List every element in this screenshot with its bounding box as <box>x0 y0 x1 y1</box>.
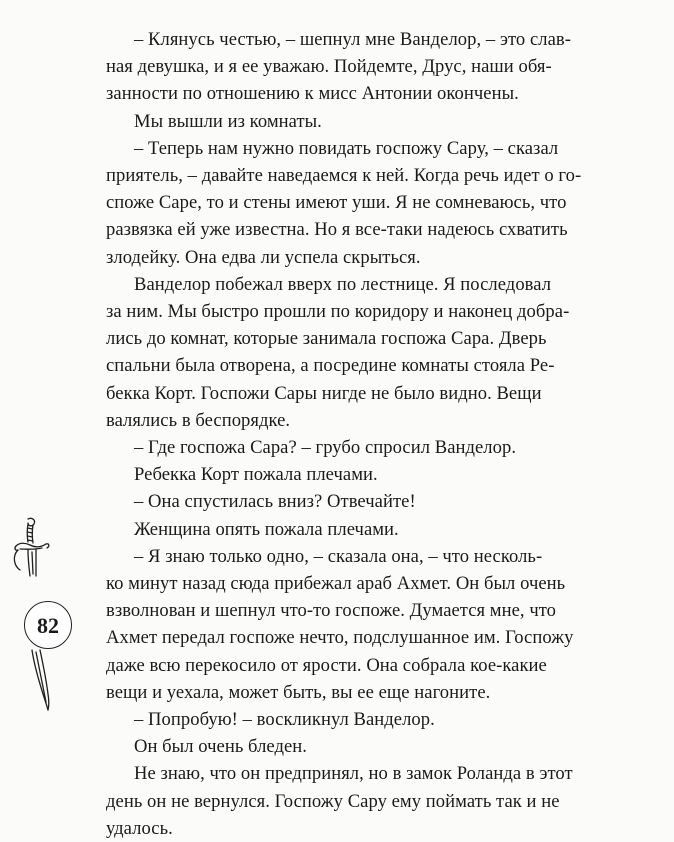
text-line: день он не вернулся. Госпожу Сару ему поймать так и не <box>106 790 560 812</box>
text-line: злодейку. Она едва ли успела скрыться. <box>106 246 421 268</box>
text-line: вещи и уехала, может быть, вы ее еще нагоните. <box>106 681 491 703</box>
page-number: 82 <box>24 601 72 649</box>
text-line: – Я знаю только одно, – сказала она, – что несколь- <box>134 545 543 567</box>
text-line: – Где госпожа Сара? – грубо спросил Ванделор. <box>134 437 517 459</box>
text-line: приятель, – давайте наведаемся к ней. Когда речь идет о го- <box>106 165 582 187</box>
text-line: даже всю перекосило от ярости. Она собрала кое-какие <box>106 654 547 676</box>
text-line: Мы вышли из комнаты. <box>134 110 322 132</box>
text-line: – Клянусь честью, – шепнул мне Ванделор, – это слав- <box>134 29 571 50</box>
text-line: спальни была отворена, а посредине комнаты стояла Ре- <box>106 355 555 377</box>
text-line: Ванделор побежал вверх по лестнице. Я последовал <box>134 273 552 295</box>
text-line: Ребекка Корт пожала плечами. <box>134 464 378 486</box>
text-line: ко минут назад сюда прибежал араб Ахмет. Он был очень <box>106 573 566 595</box>
text-line: за ним. Мы быстро прошли по коридору и наконец добра- <box>106 301 570 323</box>
text-line: – Теперь нам нужно повидать госпожу Сару, – сказал <box>134 137 559 159</box>
text-line: занности по отношению к мисс Антонии окончены. <box>106 83 519 105</box>
text-line: – Попробую! – воскликнул Ванделор. <box>134 709 435 731</box>
text-line: Ахмет передал госпоже нечто, подслушанное им. Госпожу <box>106 627 574 649</box>
text-line: удалось. <box>106 817 173 839</box>
body-text <box>106 26 644 842</box>
text-line: – Она спустилась вниз? Отвечайте! <box>134 491 416 513</box>
text-line: лись до комнат, которые занимала госпожа Сара. Дверь <box>106 328 547 350</box>
text-line: развязка ей уже известна. Но я все-таки надеюсь схватить <box>106 219 568 241</box>
text-line: взволнован и шепнул что-то госпоже. Думается мне, что <box>106 600 557 622</box>
text-line: бекка Корт. Госпожи Сары нигде не было видно. Вещи <box>106 382 542 404</box>
text-line: Он был очень бледен. <box>134 736 308 758</box>
text-line: ная девушка, и я ее уважаю. Пойдемте, Друс, наши обя- <box>106 56 552 78</box>
text-line: Женщина опять пожала плечами. <box>134 518 399 540</box>
text-line: валялись в беспорядке. <box>106 409 291 431</box>
text-line: Не знаю, что он предпринял, но в замок Роланда в этот <box>134 763 573 785</box>
text-line: споже Саре, то и стены имеют уши. Я не сомневаюсь, что <box>106 192 567 214</box>
